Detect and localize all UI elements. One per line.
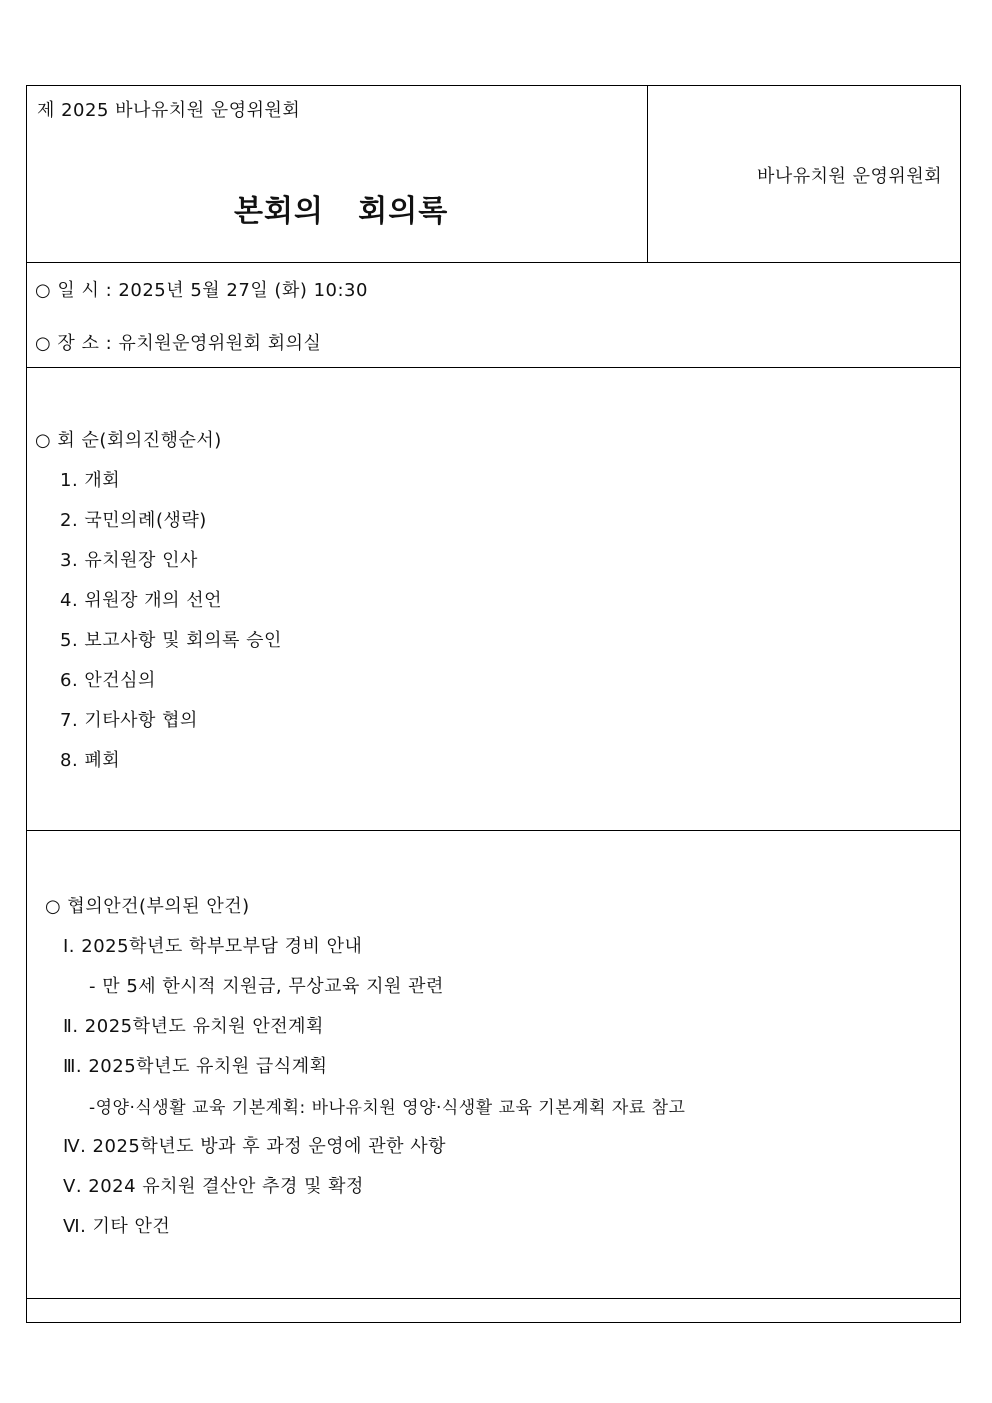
agenda-item: 8. 폐회 (60, 750, 121, 771)
session-label: 제 2025 바나유치원 운영위원회 (37, 100, 301, 121)
discussion-heading: ○ 협의안건(부의된 안건) (45, 896, 250, 917)
meeting-datetime: ○ 일 시 : 2025년 5월 27일 (화) 10:30 (35, 280, 368, 301)
discussion-item: Ⅴ. 2024 유치원 결산안 추경 및 확정 (63, 1176, 364, 1197)
page-title: 본회의 회의록 (234, 194, 449, 229)
agenda-item: 1. 개회 (60, 470, 121, 491)
organization-name: 바나유치원 운영위원회 (757, 166, 943, 187)
discussion-subitem: - 만 5세 한시적 지원금, 무상교육 지원 관련 (89, 976, 444, 997)
agenda-heading: ○ 회 순(회의진행순서) (35, 430, 222, 451)
header-divider (647, 86, 648, 262)
discussion-item: Ⅲ. 2025학년도 유치원 급식계획 (63, 1056, 328, 1077)
agenda-item: 6. 안건심의 (60, 670, 156, 691)
agenda-item: 4. 위원장 개의 선언 (60, 590, 223, 611)
agenda-item: 2. 국민의례(생략) (60, 510, 207, 531)
section-divider (27, 830, 960, 831)
agenda-item: 5. 보고사항 및 회의록 승인 (60, 630, 282, 651)
discussion-item: Ⅳ. 2025학년도 방과 후 과정 운영에 관한 사항 (63, 1136, 447, 1157)
discussion-item: Ⅵ. 기타 안건 (63, 1216, 171, 1237)
minutes-document (26, 85, 961, 1323)
section-divider (27, 262, 960, 263)
agenda-item: 7. 기타사항 협의 (60, 710, 198, 731)
meeting-place: ○ 장 소 : 유치원운영위원회 회의실 (35, 333, 322, 354)
discussion-item: Ⅰ. 2025학년도 학부모부담 경비 안내 (63, 936, 363, 957)
agenda-item: 3. 유치원장 인사 (60, 550, 198, 571)
discussion-subitem: -영양·식생활 교육 기본계획: 바나유치원 영양·식생활 교육 기본계획 자료 참고 (89, 1098, 686, 1118)
section-divider (27, 367, 960, 368)
section-divider (27, 1298, 960, 1299)
discussion-item: Ⅱ. 2025학년도 유치원 안전계획 (63, 1016, 324, 1037)
